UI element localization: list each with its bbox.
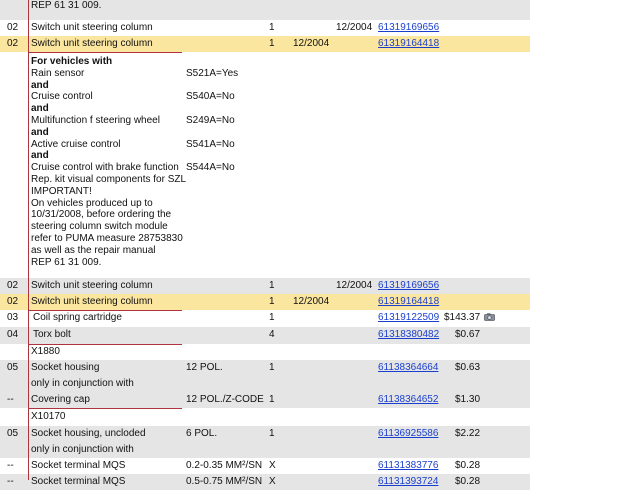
table-row[interactable] bbox=[0, 458, 530, 474]
condition-code: S541A=No bbox=[186, 138, 235, 150]
conjunction-note: only in conjunction with bbox=[31, 378, 134, 389]
position-number: 02 bbox=[7, 280, 19, 291]
and-connector: and bbox=[31, 126, 49, 138]
table-row[interactable] bbox=[0, 310, 530, 327]
condition-code: S521A=Yes bbox=[186, 67, 239, 79]
price: $2.22 bbox=[455, 428, 481, 439]
price: $0.67 bbox=[455, 329, 481, 340]
note-row bbox=[0, 52, 530, 278]
part-number-link[interactable]: 61319164418 bbox=[378, 38, 440, 49]
part-description: Socket terminal MQS bbox=[31, 476, 126, 487]
condition-code: S544A=No bbox=[186, 162, 235, 174]
camera-icon[interactable] bbox=[484, 313, 495, 321]
part-description: Switch unit steering column bbox=[31, 296, 153, 307]
valid-from: 12/2004 bbox=[293, 38, 330, 49]
table-row bbox=[0, 408, 530, 426]
position-number: 02 bbox=[7, 296, 19, 307]
note-heading: For vehicles with bbox=[31, 56, 113, 67]
conjunction-note: only in conjunction with bbox=[31, 444, 134, 455]
and-connector: and bbox=[31, 103, 49, 115]
quantity: X bbox=[269, 476, 276, 487]
note-fragment-line: REP 61 31 009. bbox=[31, 0, 102, 11]
position-number: 04 bbox=[7, 329, 19, 340]
condition-code: S249A=No bbox=[186, 115, 235, 126]
part-number-link[interactable]: 61131383776 bbox=[378, 460, 439, 471]
table-row[interactable] bbox=[0, 278, 530, 294]
price: $0.28 bbox=[455, 460, 481, 471]
part-number-link[interactable]: 61319164418 bbox=[378, 296, 440, 307]
supplement-info: 0.5-0.75 MM²/SN bbox=[186, 476, 263, 487]
and-connector: and bbox=[31, 79, 49, 91]
table-row bbox=[0, 344, 530, 360]
part-number-link[interactable]: 61136925586 bbox=[378, 428, 439, 439]
position-number: 02 bbox=[7, 22, 19, 33]
price: $143.37 bbox=[444, 312, 481, 323]
part-number-link[interactable]: 61319169656 bbox=[378, 22, 440, 33]
row-divider bbox=[28, 52, 182, 53]
price: $0.28 bbox=[455, 476, 481, 487]
quantity: 1 bbox=[269, 362, 275, 373]
valid-to: 12/2004 bbox=[336, 22, 373, 33]
position-number: -- bbox=[7, 460, 14, 471]
part-description: Socket terminal MQS bbox=[31, 460, 126, 471]
part-description: Torx bolt bbox=[33, 329, 71, 340]
price: $0.63 bbox=[455, 362, 481, 373]
part-description: Coil spring cartridge bbox=[33, 312, 122, 323]
quantity: 1 bbox=[269, 296, 275, 307]
quantity: 1 bbox=[269, 428, 275, 439]
position-number: 02 bbox=[7, 38, 19, 49]
table-row[interactable] bbox=[0, 426, 530, 442]
note-line: On vehicles produced up to bbox=[31, 197, 153, 209]
position-number: 05 bbox=[7, 428, 19, 439]
table-row bbox=[0, 442, 530, 458]
supplement-info: 6 POL. bbox=[186, 428, 218, 439]
note-line: REP 61 31 009. bbox=[31, 256, 102, 268]
table-row[interactable] bbox=[0, 20, 530, 36]
condition-label: Rain sensor bbox=[31, 67, 85, 79]
position-number: 03 bbox=[7, 312, 19, 323]
condition-label: Active cruise control bbox=[31, 138, 121, 150]
position-number: -- bbox=[7, 476, 14, 487]
and-connector: and bbox=[31, 150, 49, 162]
note-text bbox=[31, 56, 186, 268]
note-line: as well as the repair manual bbox=[31, 244, 156, 256]
table-row[interactable] bbox=[0, 360, 530, 376]
note-line: steering column switch module bbox=[31, 221, 168, 233]
table-row-highlighted[interactable] bbox=[0, 294, 530, 310]
part-number-link[interactable]: 61138364652 bbox=[378, 394, 439, 405]
part-description: Socket housing bbox=[31, 362, 100, 373]
part-number-link[interactable]: 61319122509 bbox=[378, 312, 440, 323]
quantity: 4 bbox=[269, 329, 275, 340]
condition-code: S540A=No bbox=[186, 91, 235, 103]
quantity: 1 bbox=[269, 38, 275, 49]
note-line: 10/31/2008, before ordering the bbox=[31, 209, 172, 221]
quantity: 1 bbox=[269, 280, 275, 291]
part-number-link[interactable]: 61318380482 bbox=[378, 329, 440, 340]
part-description: Switch unit steering column bbox=[31, 38, 153, 49]
valid-from: 12/2004 bbox=[293, 296, 330, 307]
connector-code: X1880 bbox=[31, 346, 60, 357]
condition-label: Cruise control bbox=[31, 91, 93, 103]
supplement-info: 0.2-0.35 MM²/SN bbox=[186, 460, 263, 471]
connector-code: X10170 bbox=[31, 411, 66, 422]
quantity: X bbox=[269, 460, 276, 471]
part-description: Switch unit steering column bbox=[31, 22, 153, 33]
group-bracket-line bbox=[28, 0, 29, 480]
quantity: 1 bbox=[269, 22, 275, 33]
note-fragment-row bbox=[0, 0, 530, 20]
table-row[interactable] bbox=[0, 474, 530, 490]
condition-label: Cruise control with brake function bbox=[31, 162, 179, 174]
quantity: 1 bbox=[269, 312, 275, 323]
quantity: 1 bbox=[269, 394, 275, 405]
table-row[interactable] bbox=[0, 327, 530, 344]
table-row[interactable] bbox=[0, 392, 530, 408]
part-description: Switch unit steering column bbox=[31, 280, 153, 291]
part-number-link[interactable]: 61319169656 bbox=[378, 280, 440, 291]
table-row bbox=[0, 376, 530, 392]
part-number-link[interactable]: 61138364664 bbox=[378, 362, 439, 373]
position-number: 05 bbox=[7, 362, 19, 373]
valid-to: 12/2004 bbox=[336, 280, 373, 291]
supplement-info: 12 POL. bbox=[186, 362, 223, 373]
note-line: refer to PUMA measure 28753830 bbox=[31, 232, 183, 244]
note-line: Rep. kit visual components for SZL bbox=[31, 173, 187, 185]
part-description: Socket housing, uncloded bbox=[31, 428, 146, 439]
position-number: -- bbox=[7, 394, 14, 405]
part-number-link[interactable]: 61131393724 bbox=[378, 476, 439, 487]
table-row-highlighted[interactable] bbox=[0, 36, 530, 52]
condition-label: Multifunction f steering wheel bbox=[31, 114, 160, 126]
price: $1.30 bbox=[455, 394, 481, 405]
part-description: Covering cap bbox=[31, 394, 90, 405]
note-line: IMPORTANT! bbox=[31, 185, 92, 197]
supplement-info: 12 POL./Z-CODE bbox=[186, 394, 264, 405]
